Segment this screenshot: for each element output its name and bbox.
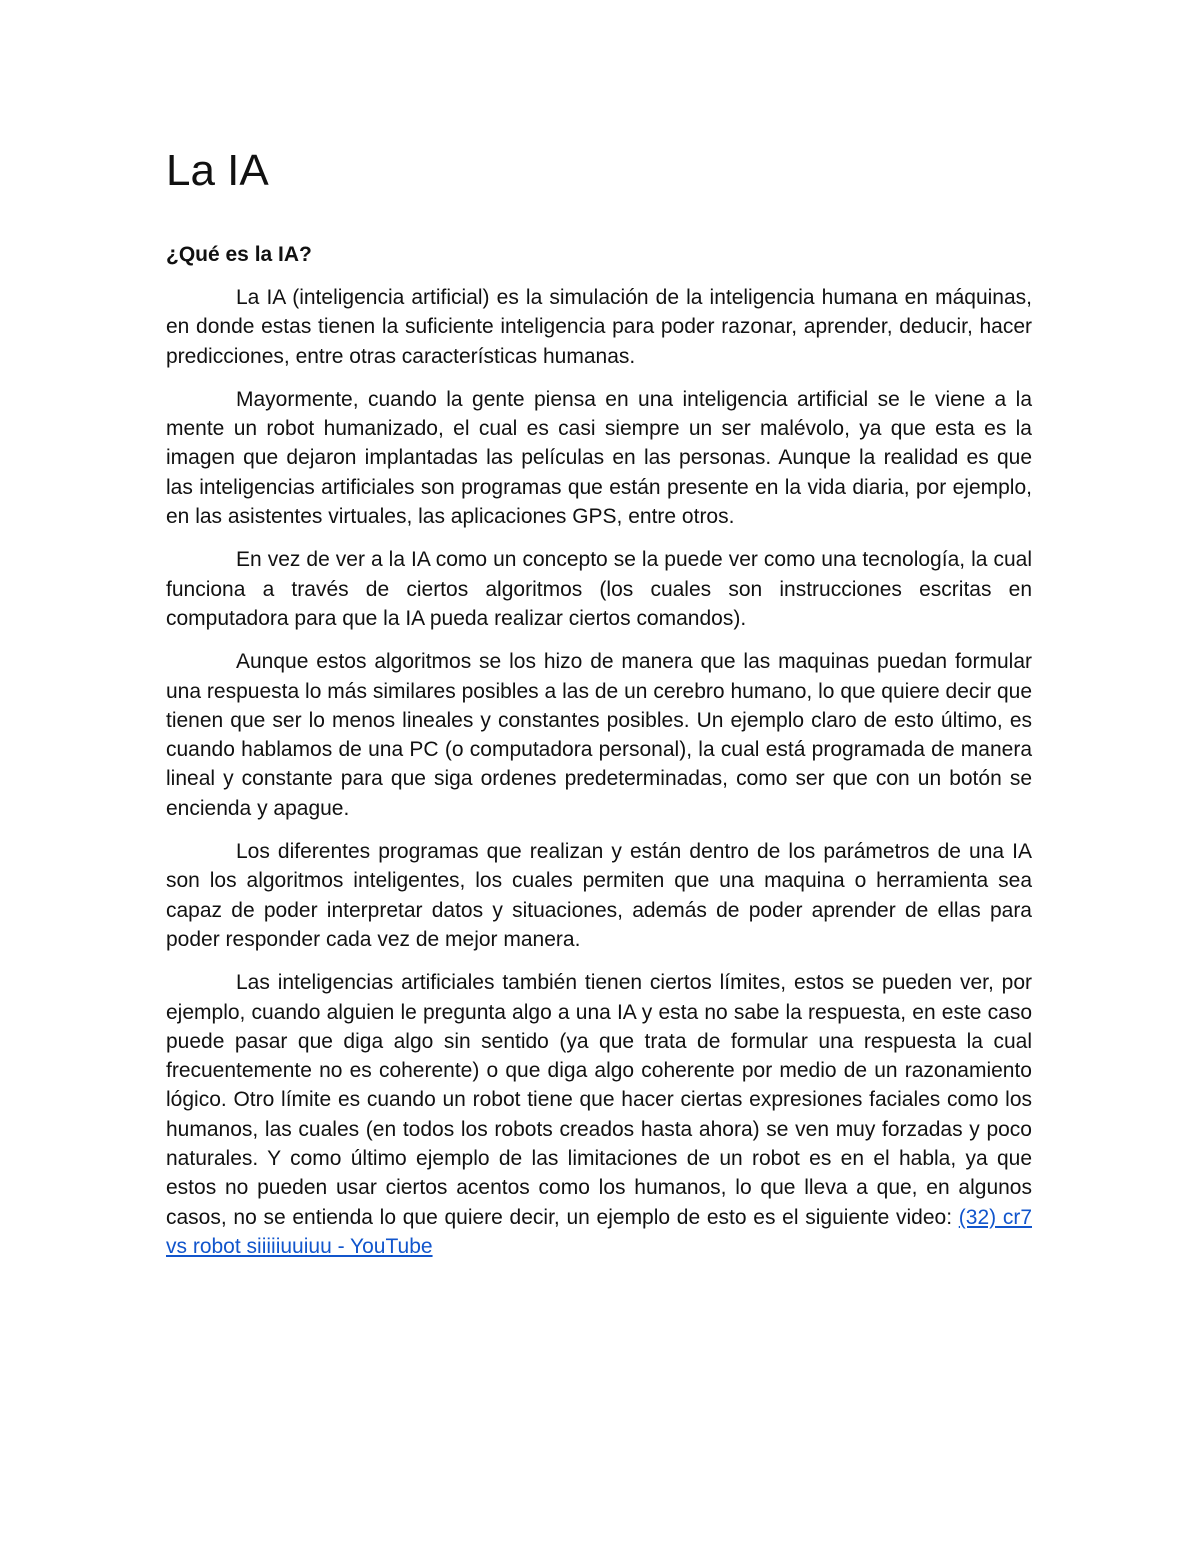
paragraph-intelligent-algorithms: Los diferentes programas que realizan y están dentro de los parámetros de una IA son los algoritmos inteligentes, los cuales permiten que una maquina o herramienta sea capaz de poder interpretar datos y situaciones, además de poder aprender de ellas para poder responder cada vez de mejor manera. — [166, 840, 1032, 951]
paragraph-limits — [166, 968, 1032, 1261]
section-heading: ¿Qué es la IA? — [166, 243, 312, 266]
document-page — [166, 140, 1032, 1261]
paragraph-limits-text: Las inteligencias artificiales también tienen ciertos límites, estos se pueden ver, por ejemplo, cuando alguien le pregunta algo a una IA y esta no sabe la respuesta, en este caso puede pasar que diga algo sin sentido (ya que trata de formular una respuesta la cual frecuentemente no es coherente) o que diga algo coherente por medio de un razonamiento lógico. Otro límite es cuando un robot tiene que hacer ciertas expresiones faciales como los humanos, las cuales (en todos los robots creados hasta ahora) se ven muy forzadas y poco naturales. Y como último ejemplo de las limitaciones de un robot es en el habla, ya que estos no pueden usar ciertos acentos como los humanos, lo que lleva a que, en algunos casos, no se entienda lo que quiere decir, un ejemplo de esto es el siguiente video: — [166, 971, 1032, 1229]
video-link[interactable]: (32) cr7 vs robot siiiiiuuiuu - YouTube — [166, 1205, 1032, 1258]
paragraph-definition: La IA (inteligencia artificial) es la simulación de la inteligencia humana en máquinas, en donde estas tienen la suficiente inteligencia para poder razonar, aprender, deducir, hacer predicciones, entre otras características humanas. — [166, 286, 1032, 368]
document-title: La IA — [166, 146, 269, 195]
paragraph-perception: Mayormente, cuando la gente piensa en una inteligencia artificial se le viene a la mente un robot humanizado, el cual es casi siempre un ser malévolo, ya que esta es la imagen que dejaron implantadas las películas en las personas. Aunque la realidad es que las inteligencias artificiales son programas que están presente en la vida diaria, por ejemplo, en las asistentes virtuales, las aplicaciones GPS, entre otros. — [166, 387, 1032, 529]
paragraph-technology: En vez de ver a la IA como un concepto se la puede ver como una tecnología, la cual funciona a través de ciertos algoritmos (los cuales son instrucciones escritas en computadora para que la IA pueda realizar ciertos comandos). — [166, 548, 1032, 630]
paragraph-algorithms: Aunque estos algoritmos se los hizo de manera que las maquinas puedan formular una respuesta lo más similares posibles a las de un cerebro humano, lo que quiere decir que tienen que ser lo menos lineales y constantes posibles. Un ejemplo claro de esto último, es cuando hablamos de una PC (o computadora personal), la cual está programada de manera lineal y constante para que siga ordenes predeterminadas, como ser que con un botón se encienda y apague. — [166, 650, 1032, 820]
